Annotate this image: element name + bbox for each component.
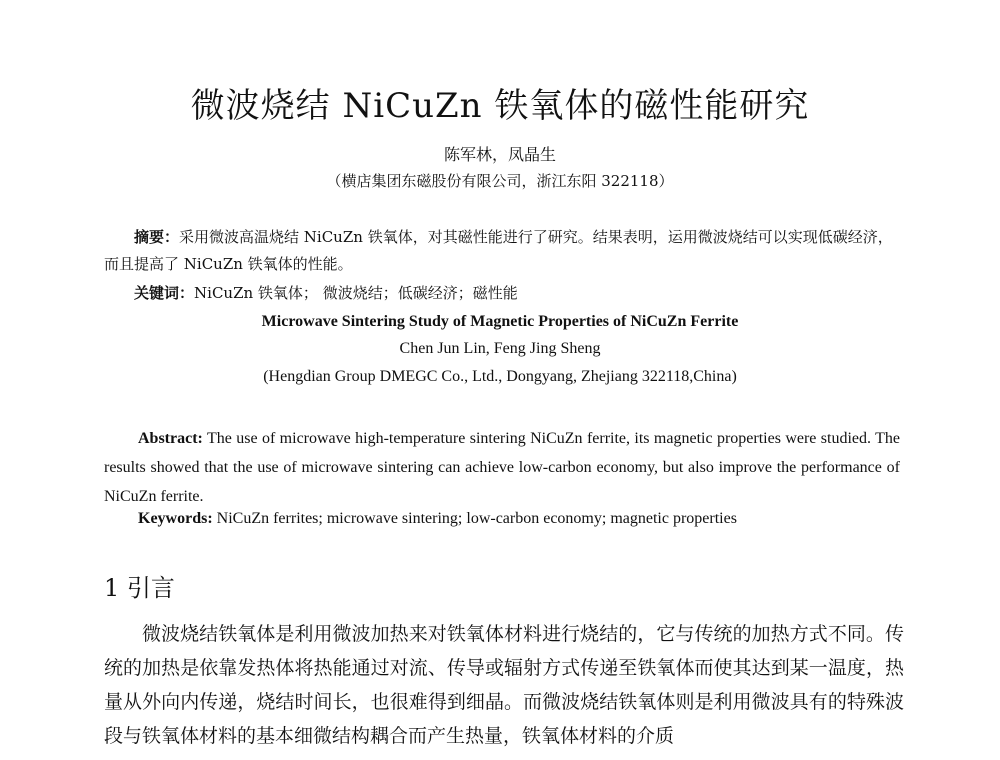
abstract-cn-text: 采用微波高温烧结 NiCuZn 铁氧体，对其磁性能进行了研究。结果表明，运用微波烧结可以实现低碳经济，而且提高了 NiCuZn 铁氧体的性能。 <box>104 228 893 273</box>
keywords-cn <box>134 280 904 307</box>
paper-title-en: Microwave Sintering Study of Magnetic Properties of NiCuZn Ferrite <box>261 313 739 330</box>
introduction-paragraph: 微波烧结铁氧体是利用微波加热来对铁氧体材料进行烧结的，它与传统的加热方式不同。传统的加热是依靠发热体将热能通过对流、传导或辐射方式传递至铁氧体而使其达到某一温度，热量从外向内传递，烧结时间长，也很难得到细晶。而微波烧结铁氧体则是利用微波具有的特殊波段与铁氧体材料的基本细微结构耦合而产生热量，铁氧体材料的介质 <box>104 623 904 747</box>
affiliation-cn: （横店集团东磁股份有限公司，浙江东阳 322118） <box>326 172 674 190</box>
keywords-cn-label: 关键词： <box>134 284 195 302</box>
authors-en: Chen Jun Lin, Feng Jing Sheng <box>399 340 601 357</box>
affiliation-en: (Hengdian Group DMEGC Co., Ltd., Dongyang, Zhejiang 322118,China) <box>263 368 737 385</box>
abstract-en-label: Abstract: <box>138 430 203 447</box>
paper-title-cn: 微波烧结 NiCuZn 铁氧体的磁性能研究 <box>190 86 810 126</box>
authors-cn: 陈军林，凤晶生 <box>443 145 556 164</box>
keywords-en-text: NiCuZn ferrites; microwave sintering; low-carbon economy; magnetic properties <box>212 510 737 527</box>
keywords-en-label: Keywords: <box>138 510 213 527</box>
abstract-cn <box>104 224 904 278</box>
section-heading-introduction: 1 引言 <box>104 574 175 602</box>
abstract-en <box>104 424 900 511</box>
keywords-cn-text: NiCuZn 铁氧体； 微波烧结；低碳经济；磁性能 <box>194 284 518 302</box>
abstract-cn-label: 摘要： <box>134 228 180 246</box>
abstract-en-text: The use of microwave high-temperature sintering NiCuZn ferrite, its magnetic properties were studied. The results showed that the use of microwave sintering can achieve low-carbon economy, but also improve the performance of NiCuZn ferrite. <box>104 430 900 505</box>
keywords-en <box>138 508 898 530</box>
